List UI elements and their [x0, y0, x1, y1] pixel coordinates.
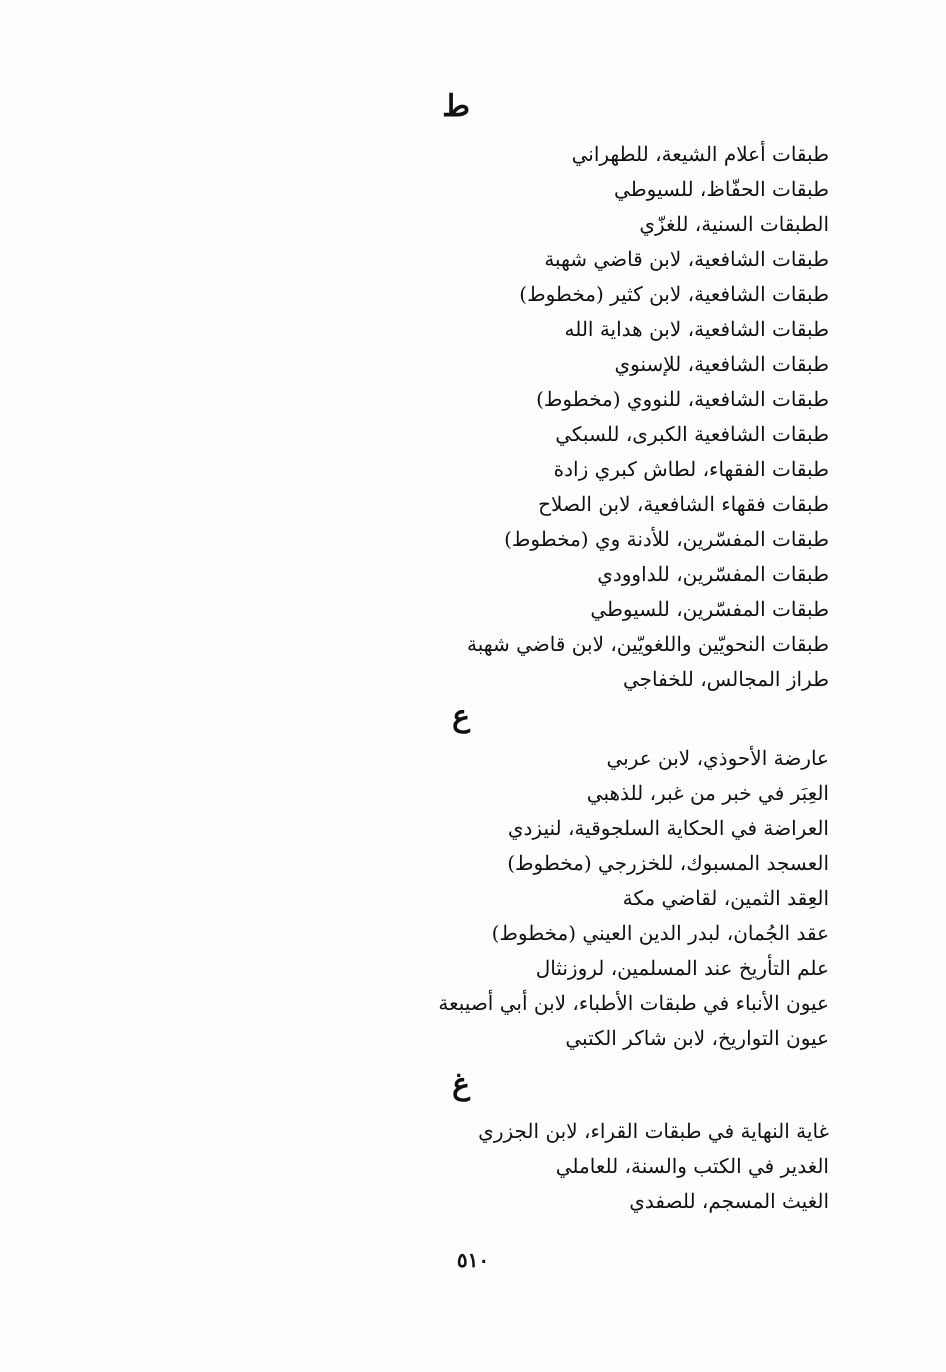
bibliography-entry: عيون التواريخ، لابن شاكر الكتبي — [565, 1026, 829, 1050]
bibliography-entry: طبقات النحويّين واللغويّين، لابن قاضي شهبة — [467, 632, 829, 656]
bibliography-entry: العِبَر في خبر من غبر، للذهبي — [586, 781, 829, 805]
bibliography-entry: طبقات الشافعية، لابن كثير (مخطوط) — [519, 282, 829, 306]
bibliography-entry: عارضة الأحوذي، لابن عربي — [606, 746, 829, 770]
bibliography-entry: طبقات المفسّرين، للأدنة وي (مخطوط) — [504, 527, 829, 551]
bibliography-entry: طبقات الحفّاظ، للسيوطي — [614, 177, 829, 201]
entries-list-ain — [438, 741, 829, 1056]
bibliography-entry: طبقات أعلام الشيعة، للطهراني — [571, 142, 829, 166]
section-letter-ghain: غ — [452, 1067, 470, 1102]
bibliography-entry: العسجد المسبوك، للخزرجي (مخطوط) — [507, 851, 829, 875]
bibliography-entry: طبقات الشافعية الكبرى، للسبكي — [555, 422, 829, 446]
bibliography-entry: الطبقات السنية، للغزّي — [639, 212, 829, 236]
entries-list-ta — [467, 137, 829, 697]
bibliography-entry: طراز المجالس، للخفاجي — [622, 667, 829, 691]
bibliography-entry: طبقات المفسّرين، للسيوطي — [590, 597, 829, 621]
bibliography-entry: طبقات الشافعية، للنووي (مخطوط) — [536, 387, 829, 411]
bibliography-entry: طبقات المفسّرين، للداوودي — [597, 562, 829, 586]
bibliography-entry: عيون الأنباء في طبقات الأطباء، لابن أبي أصيبعة — [438, 991, 829, 1015]
bibliography-entry: طبقات فقهاء الشافعية، لابن الصلاح — [538, 492, 829, 516]
bibliography-entry: العِقد الثمين، لقاضي مكة — [622, 886, 829, 910]
bibliography-entry: الغدير في الكتب والسنة، للعاملي — [555, 1154, 829, 1178]
bibliography-entry: العراضة في الحكاية السلجوقية، لنيزدي — [507, 816, 829, 840]
bibliography-entry: طبقات الفقهاء، لطاش كبري زادة — [553, 457, 829, 481]
bibliography-entry: غاية النهاية في طبقات القراء، لابن الجزري — [478, 1119, 829, 1143]
bibliography-entry: الغيث المسجم، للصفدي — [629, 1189, 829, 1213]
bibliography-entry: عقد الجُمان، لبدر الدين العيني (مخطوط) — [491, 921, 829, 945]
entries-list-ghain — [478, 1114, 829, 1219]
bibliography-entry: طبقات الشافعية، لابن قاضي شهبة — [544, 247, 829, 271]
section-letter-ain: ع — [452, 699, 470, 734]
section-letter-ta: ط — [442, 89, 470, 124]
bibliography-entry: طبقات الشافعية، لابن هداية الله — [564, 317, 829, 341]
bibliography-entry: طبقات الشافعية، للإسنوي — [614, 352, 829, 376]
page-number: ٥١٠ — [456, 1248, 490, 1272]
bibliography-entry: علم التأريخ عند المسلمين، لروزنثال — [535, 956, 829, 980]
